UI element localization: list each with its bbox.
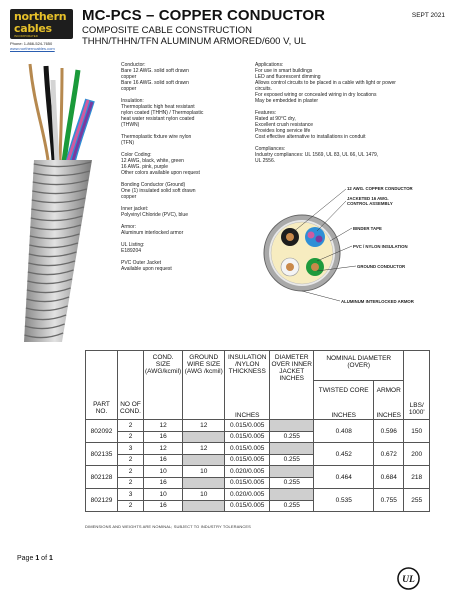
- cell-twisted-core: 0.464: [314, 466, 374, 489]
- spec-label: Compliances:: [255, 146, 286, 152]
- page-number: [17, 555, 53, 562]
- xsec-label-ground: GROUND CONDUCTOR: [357, 264, 406, 269]
- cell-part-no: 802092: [86, 420, 118, 443]
- cell-ground-size: 10: [183, 489, 225, 501]
- logo-tagline: INCORPORATED: [14, 34, 38, 38]
- spec-line: Rated at 90°C dry,: [255, 116, 296, 122]
- cell-ground-size: [183, 500, 225, 512]
- table-row: [86, 443, 430, 455]
- spec-line: circuits.: [255, 86, 272, 92]
- cell-weight: 255: [404, 489, 430, 512]
- page-current: 1: [35, 555, 40, 562]
- spec-block: [121, 242, 236, 254]
- spec-block: [121, 260, 236, 272]
- spec-label: Bonding Conductor (Ground): [121, 182, 186, 188]
- cell-cond-size: 16: [144, 431, 183, 443]
- cell-ground-size: 12: [183, 420, 225, 432]
- cell-no-of-cond: 3: [118, 489, 144, 501]
- cell-jacket-diameter: [270, 443, 314, 455]
- cell-ground-size: [183, 477, 225, 489]
- cable-illustration: [4, 60, 119, 345]
- header-insulation: INSULATION /NYLON THICKNESS: [225, 351, 270, 400]
- cell-insulation: 0.015/0.005: [225, 420, 270, 432]
- cell-insulation: 0.015/0.005: [225, 454, 270, 466]
- cable-cross-section: [264, 215, 340, 291]
- cell-twisted-core: 0.408: [314, 420, 374, 443]
- header-core-units: INCHES: [314, 400, 374, 420]
- specs-right-column: [255, 62, 445, 170]
- spec-block: [255, 110, 445, 140]
- xsec-label-binder: BINDER TAPE: [353, 226, 382, 231]
- table-row: [86, 466, 430, 478]
- spec-line: copper: [121, 86, 137, 92]
- logo-text-top: northern: [14, 10, 67, 23]
- cell-jacket-diameter: 0.255: [270, 477, 314, 489]
- spec-label: UL Listing:: [121, 242, 145, 248]
- cross-section-diagram: [262, 183, 462, 318]
- spec-line: May be embedded in plaster: [255, 98, 319, 104]
- spec-line: Aluminum interlocked armor: [121, 230, 184, 236]
- ul-certification-icon: [397, 567, 420, 590]
- page-label: Page: [17, 555, 34, 562]
- contact-website-link[interactable]: www.northerncables.com: [10, 46, 55, 51]
- spec-line: Available upon request: [121, 266, 172, 272]
- spec-line: Allows control circuits to be placed in a cable with light or power: [255, 80, 396, 86]
- spec-line: 16 AWG. pink, purple: [121, 164, 169, 170]
- cell-no-of-cond: 2: [118, 454, 144, 466]
- ul-mark-text: UL: [402, 573, 415, 585]
- cell-twisted-core: 0.535: [314, 489, 374, 512]
- header-no-of-cond: NO OF COND.: [118, 351, 144, 420]
- cell-ground-size: 12: [183, 443, 225, 455]
- cell-cond-size: 12: [144, 420, 183, 432]
- subtitle-line: COMPOSITE CABLE CONSTRUCTION: [82, 25, 252, 36]
- spec-line: For use in smart buildings: [255, 68, 313, 74]
- logo-text-bottom: cables: [14, 22, 52, 35]
- spec-line: copper: [121, 194, 137, 200]
- cell-no-of-cond: 3: [118, 443, 144, 455]
- header-weight-blank: [404, 351, 430, 400]
- spec-line: One (1) insulated solid soft drawn: [121, 188, 196, 194]
- spec-line: Excellent crush resistance: [255, 122, 314, 128]
- spec-block: [255, 146, 445, 164]
- cell-jacket-diameter: 0.255: [270, 431, 314, 443]
- spec-block: [121, 62, 236, 92]
- spec-line: LED and fluorescent dimming: [255, 74, 321, 80]
- table-footnote: DIMENSIONS AND WEIGHTS ARE NOMINAL; SUBJECT TO INDUSTRY TOLERANCES: [85, 524, 251, 529]
- spec-line: copper: [121, 74, 137, 80]
- cell-insulation: 0.015/0.005: [225, 500, 270, 512]
- cell-jacket-diameter: [270, 420, 314, 432]
- spec-line: For exposed wiring or concealed wiring in dry locations: [255, 92, 377, 98]
- document-date: SEPT 2021: [411, 12, 445, 19]
- spec-line: E189204: [121, 248, 142, 254]
- header-twisted-core: TWISTED CORE: [314, 381, 374, 400]
- cell-cond-size: 10: [144, 489, 183, 501]
- spec-label: Conductor:: [121, 62, 146, 68]
- header-ground-size: GROUND WIRE SIZE (AWG /kcmil): [183, 351, 225, 420]
- spec-label: PVC Outer Jacket: [121, 260, 162, 266]
- spec-line: Cost effective alternative to installations in conduit: [255, 134, 366, 140]
- spec-block: [255, 62, 445, 104]
- cell-insulation: 0.015/0.005: [225, 477, 270, 489]
- company-logo: [10, 9, 73, 39]
- spec-block: [121, 224, 236, 236]
- cell-jacket-diameter: 0.255: [270, 454, 314, 466]
- spec-line: Bare 12 AWG. solid soft drawn: [121, 68, 189, 74]
- spec-block: [121, 134, 236, 146]
- spec-line: (THWN): [121, 122, 140, 128]
- spec-line: nylon coated (THHN) / Thermoplastic: [121, 110, 204, 116]
- cell-armor: 0.672: [374, 443, 404, 466]
- cell-cond-size: 10: [144, 466, 183, 478]
- spec-label: Insulation:: [121, 98, 144, 104]
- spec-line: heat water resistant nylon coated: [121, 116, 195, 122]
- cell-cond-size: 16: [144, 500, 183, 512]
- cell-no-of-cond: 2: [118, 431, 144, 443]
- spec-block: [121, 98, 236, 128]
- cell-no-of-cond: 2: [118, 420, 144, 432]
- exposed-wires-group: [30, 64, 92, 164]
- cell-jacket-diameter: 0.255: [270, 500, 314, 512]
- cell-insulation: 0.015/0.005: [225, 431, 270, 443]
- spec-label: Inner jacket:: [121, 206, 149, 212]
- spec-label: Thermoplastic fixture wire nylon: [121, 134, 192, 140]
- xsec-label-conductor: 12 AWG. COPPER CONDUCTOR: [347, 186, 413, 191]
- cell-ground-size: 10: [183, 466, 225, 478]
- cell-part-no: 802135: [86, 443, 118, 466]
- header-part-no: PART NO.: [86, 351, 118, 420]
- page-of-label: of: [41, 555, 48, 562]
- header-jacket-units-blank: [270, 400, 314, 420]
- spec-line: Polyvinyl Chloride (PVC), blue: [121, 212, 188, 218]
- specs-left-column: [121, 62, 236, 278]
- armor-body: [24, 160, 92, 342]
- cell-cond-size: 16: [144, 454, 183, 466]
- cell-ground-size: [183, 454, 225, 466]
- cell-part-no: 802129: [86, 489, 118, 512]
- cell-jacket-diameter: [270, 466, 314, 478]
- spec-line: UL 2556.: [255, 158, 276, 164]
- spec-label: Features:: [255, 110, 277, 116]
- cell-insulation: 0.015/0.005: [225, 443, 270, 455]
- cell-armor: 0.596: [374, 420, 404, 443]
- header-armor: ARMOR: [374, 381, 404, 400]
- cell-ground-size: [183, 431, 225, 443]
- cell-armor: 0.755: [374, 489, 404, 512]
- contact-phone: Phone: 1-866-524-7650: [10, 41, 53, 46]
- spec-line: Thermoplastic high heat resistant: [121, 104, 195, 110]
- spec-line: Industry compliances: UL 1569, UL 83, UL 66, UL 1479,: [255, 152, 379, 158]
- cell-cond-size: 16: [144, 477, 183, 489]
- subtitle-line: THHN/THHN/TFN ALUMINUM ARMORED/600 V, UL: [82, 36, 306, 47]
- spec-block: [121, 206, 236, 218]
- cell-weight: 150: [404, 420, 430, 443]
- spec-line: 12 AWG, black, white, green: [121, 158, 184, 164]
- spec-block: [121, 182, 236, 200]
- cell-no-of-cond: 2: [118, 466, 144, 478]
- page-subtitle: [82, 25, 306, 47]
- spec-line: Other colors available upon request: [121, 170, 200, 176]
- spec-line: (TFN): [121, 140, 135, 146]
- xsec-label-jacketed: JACKETED 16 AWG.: [347, 196, 389, 201]
- cell-insulation: 0.020/0.005: [225, 466, 270, 478]
- table-row: [86, 420, 430, 432]
- cell-part-no: 802128: [86, 466, 118, 489]
- header-cond-size: COND. SIZE (AWG/kcmil): [144, 351, 183, 420]
- cell-no-of-cond: 2: [118, 477, 144, 489]
- spec-label: Armor:: [121, 224, 136, 230]
- header-armor-units: INCHES: [374, 400, 404, 420]
- table-row: [86, 489, 430, 501]
- cell-cond-size: 12: [144, 443, 183, 455]
- xsec-label-armor: ALUMINUM INTERLOCKED ARMOR: [341, 299, 414, 304]
- header-insulation-units: INCHES: [225, 400, 270, 420]
- cell-jacket-diameter: [270, 489, 314, 501]
- cell-insulation: 0.020/0.005: [225, 489, 270, 501]
- spec-table: [85, 350, 430, 512]
- cell-twisted-core: 0.452: [314, 443, 374, 466]
- header-nominal-diameter: NOMINAL DIAMETER (OVER): [314, 351, 404, 381]
- xsec-label-insulation: PVC / NYLON INSULATION: [353, 244, 408, 249]
- header-weight: LBS/ 1000': [404, 400, 430, 420]
- page-title: MC-PCS – COPPER CONDUCTOR: [82, 7, 326, 24]
- spec-line: Bare 16 AWG. solid soft drawn: [121, 80, 189, 86]
- header-jacket-diameter: DIAMETER OVER INNER JACKET INCHES: [270, 351, 314, 400]
- cell-weight: 218: [404, 466, 430, 489]
- cell-armor: 0.684: [374, 466, 404, 489]
- spec-label: Applications:: [255, 62, 284, 68]
- spec-line: Provides long service life: [255, 128, 311, 134]
- xsec-label-control: CONTROL ASSEMBLY: [347, 201, 393, 206]
- spec-block: [121, 152, 236, 176]
- page-total: 1: [48, 555, 53, 562]
- cell-weight: 200: [404, 443, 430, 466]
- contact-info: [10, 41, 55, 51]
- cell-no-of-cond: 2: [118, 500, 144, 512]
- spec-label: Color Coding:: [121, 152, 152, 158]
